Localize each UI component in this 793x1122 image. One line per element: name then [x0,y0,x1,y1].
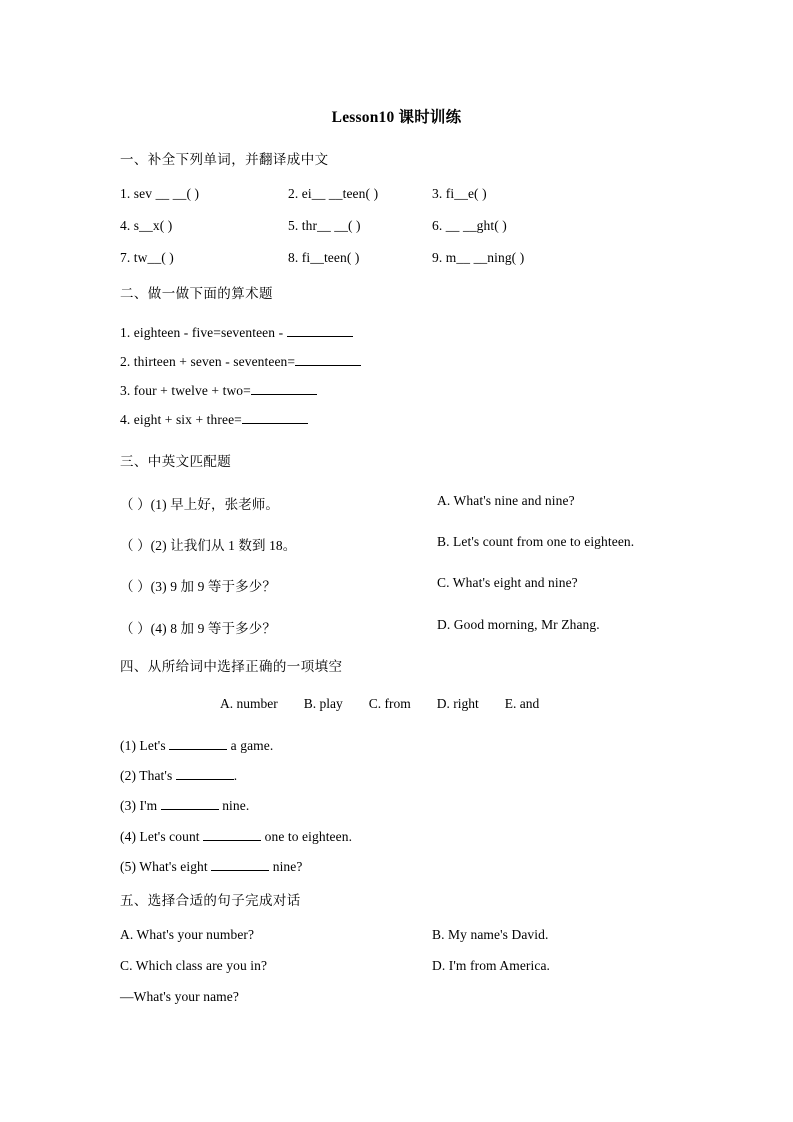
word-item-3: 3. fi__e( ) [432,186,487,201]
fill-question-3-pre: (3) I'm [120,798,161,813]
match-right-c: C. What's eight and nine? [437,575,578,590]
arithmetic-item-2-text: 2. thirteen + seven - seventeen= [120,354,296,369]
fill-question-1-post: a game. [227,738,274,753]
answer-blank[interactable] [242,423,308,424]
match-right-a: A. What's nine and nine? [437,493,575,508]
answer-blank[interactable] [203,840,261,841]
section-heading-2: 二、做一做下面的算术题 [120,286,273,302]
match-left-2[interactable]: （ ）(2) 让我们从 1 数到 18。 [120,538,297,553]
arithmetic-item-4-text: 4. eight + six + three= [120,412,242,427]
word-bank-option-a[interactable]: A. number [220,696,278,711]
word-bank-option-b[interactable]: B. play [303,696,343,711]
section-heading-5: 五、选择合适的句子完成对话 [120,893,301,909]
word-bank-option-d[interactable]: D. right [436,696,479,711]
word-item-1: 1. sev __ __( ) [120,186,200,201]
word-item-6: 6. __ __ght( ) [432,218,507,233]
word-item-8: 8. fi__teen( ) [288,250,360,265]
word-bank-option-e[interactable]: E. and [504,696,540,711]
word-item-9: 9. m__ __ning( ) [432,250,525,265]
fill-question-4-post: one to eighteen. [261,829,353,844]
arithmetic-item-3 [120,383,317,399]
answer-blank[interactable] [295,365,361,366]
fill-question-4-pre: (4) Let's count [120,829,204,844]
arithmetic-item-1-text: 1. eighteen - five=seventeen - [120,325,287,340]
dialogue-choice-b[interactable]: B. My name's David. [432,927,549,942]
word-item-7: 7. tw__( ) [120,250,174,265]
fill-question-2 [120,768,237,784]
dialogue-line-1: —What's your name? [120,989,239,1004]
match-left-4[interactable]: （ ）(4) 8 加 9 等于多少？ [120,621,276,636]
word-item-4: 4. s__x( ) [120,218,173,233]
match-left-1[interactable]: （ ）(1) 早上好，张老师。 [120,497,279,512]
section-heading-4: 四、从所给词中选择正确的一项填空 [120,659,343,675]
answer-blank[interactable] [211,870,269,871]
fill-question-5-pre: (5) What's eight [120,859,212,874]
word-item-5: 5. thr__ __( ) [288,218,361,233]
fill-question-2-post: . [233,768,238,783]
answer-blank[interactable] [176,779,234,780]
answer-blank[interactable] [287,336,353,337]
fill-question-5-post: nine? [269,859,303,874]
word-bank-option-c[interactable]: C. from [368,696,411,711]
answer-blank[interactable] [251,394,317,395]
word-item-2: 2. ei__ __teen( ) [288,186,379,201]
match-right-b: B. Let's count from one to eighteen. [437,534,635,549]
fill-question-3-post: nine. [218,798,250,813]
arithmetic-item-3-text: 3. four + twelve + two= [120,383,251,398]
dialogue-choice-d[interactable]: D. I'm from America. [432,958,551,973]
match-left-3[interactable]: （ ）(3) 9 加 9 等于多少？ [120,579,276,594]
word-bank [220,696,539,712]
fill-question-1 [120,738,273,754]
section-heading-3: 三、中英文匹配题 [120,454,232,470]
section-heading-1: 一、补全下列单词，并翻译成中文 [120,152,329,168]
fill-question-5 [120,859,302,875]
arithmetic-item-2 [120,354,361,370]
match-right-d: D. Good morning, Mr Zhang. [437,617,600,632]
dialogue-choice-a[interactable]: A. What's your number? [120,927,255,942]
answer-blank[interactable] [169,749,227,750]
fill-question-2-pre: (2) That's [120,768,176,783]
fill-question-3 [120,798,249,814]
answer-blank[interactable] [161,809,219,810]
fill-question-1-pre: (1) Let's [120,738,170,753]
arithmetic-item-1 [120,325,353,341]
fill-question-4 [120,829,352,845]
arithmetic-item-4 [120,412,308,428]
page-title: Lesson10 课时训练 [331,109,462,126]
dialogue-choice-c[interactable]: C. Which class are you in? [120,958,268,973]
